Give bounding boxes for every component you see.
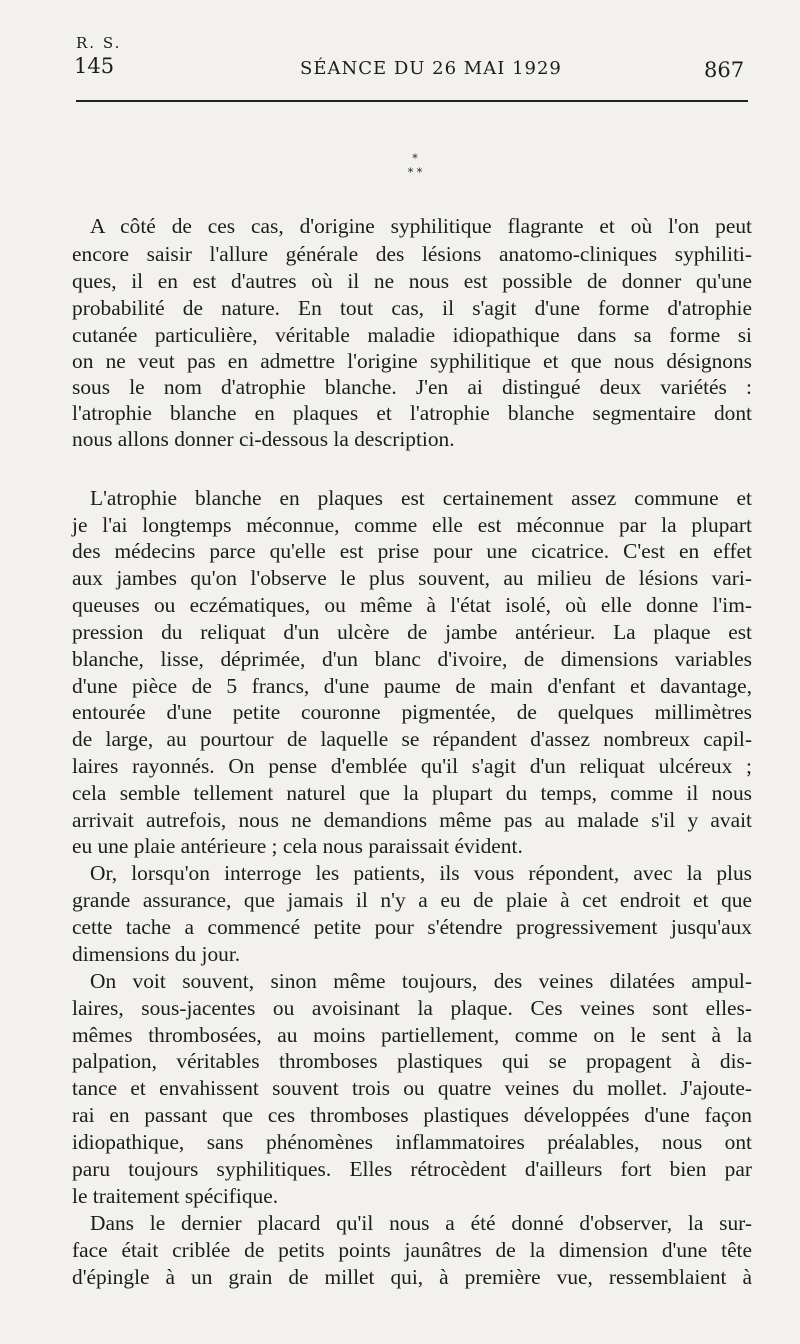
text-line: idiopathique, sans phénomènes inflammatoires préalables, nous ont	[72, 1130, 752, 1154]
text-line: eu une plaie antérieure ; cela nous paraissait évident.	[72, 834, 523, 858]
running-title: SÉANCE DU 26 MAI 1929	[300, 58, 562, 79]
text-line: cela semble tellement naturel que la plupart du temps, comme il nous	[72, 781, 752, 805]
text-line: l'atrophie blanche en plaques et l'atrophie blanche segmentaire dont	[72, 401, 752, 425]
text-line: blanche, lisse, déprimée, d'un blanc d'ivoire, de dimensions variables	[72, 647, 752, 671]
text-line: encore saisir l'allure générale des lésions anatomo-cliniques syphiliti-	[72, 242, 752, 266]
text-line: de large, au pourtour de laquelle se répandent d'assez nombreux capil-	[72, 727, 752, 751]
text-line: face était criblée de petits points jaunâtres de la dimension d'une tête	[72, 1238, 752, 1262]
text-line: queuses ou eczématiques, ou même à l'état isolé, où elle donne l'im-	[72, 593, 752, 617]
text-line: paru toujours syphilitiques. Elles rétrocèdent d'ailleurs fort bien par	[72, 1157, 752, 1181]
text-line: entourée d'une petite couronne pigmentée, de quelques millimètres	[72, 700, 752, 724]
text-line: Or, lorsqu'on interroge les patients, ils vous répondent, avec la plus	[90, 861, 752, 885]
series-label: R. S.	[76, 34, 122, 52]
text-line: laires, sous-jacentes ou avoisinant la plaque. Ces veines sont elles-	[72, 996, 752, 1020]
text-line: je l'ai longtemps méconnue, comme elle est méconnue par la plupart	[72, 513, 752, 537]
text-line: grande assurance, que jamais il n'y a eu de plaie à cet endroit et que	[72, 888, 752, 912]
text-line: mêmes thrombosées, au moins partiellement, comme on le sent à la	[72, 1023, 752, 1047]
text-line: ques, il en est d'autres où il ne nous est possible de donner qu'une	[72, 269, 752, 293]
text-line: arrivait autrefois, nous ne demandions même pas au malade s'il y avait	[72, 808, 752, 832]
series-number: 145	[74, 54, 115, 78]
asterism-divider: * * *	[407, 152, 423, 179]
text-line: d'une pièce de 5 francs, d'une paume de main d'enfant et davantage,	[72, 674, 752, 698]
header-rule	[76, 100, 748, 102]
text-line: A côté de ces cas, d'origine syphilitique flagrante et où l'on peut	[90, 214, 752, 238]
text-line: le traitement spécifique.	[72, 1184, 279, 1208]
page-number: 867	[704, 58, 745, 82]
text-line: On voit souvent, sinon même toujours, des veines dilatées ampul-	[90, 969, 752, 993]
text-line: probabilité de nature. En tout cas, il s'agit d'une forme d'atrophie	[72, 296, 752, 320]
text-line: palpation, véritables thromboses plastiques qui se propagent à dis-	[72, 1049, 752, 1073]
text-line: des médecins parce qu'elle est prise pour une cicatrice. C'est en effet	[72, 539, 752, 563]
text-line: laires rayonnés. On pense d'emblée qu'il s'agit d'un reliquat ulcéreux ;	[72, 754, 752, 778]
text-line: pression du reliquat d'un ulcère de jambe antérieur. La plaque est	[72, 620, 752, 644]
text-line: sous le nom d'atrophie blanche. J'en ai distingué deux variétés :	[72, 375, 752, 399]
text-line: Dans le dernier placard qu'il nous a été donné d'observer, la sur-	[90, 1211, 752, 1235]
text-line: nous allons donner ci-dessous la description.	[72, 427, 455, 451]
text-line: on ne veut pas en admettre l'origine syphilitique et que nous désignons	[72, 349, 752, 373]
text-line: dimensions du jour.	[72, 942, 241, 966]
text-line: cutanée particulière, véritable maladie idiopathique dans sa forme si	[72, 323, 752, 347]
text-line: aux jambes qu'on l'observe le plus souvent, au milieu de lésions vari-	[72, 566, 752, 590]
text-line: rai en passant que ces thromboses plastiques développées d'une façon	[72, 1103, 752, 1127]
text-line: L'atrophie blanche en plaques est certainement assez commune et	[90, 486, 752, 510]
text-line: tance et envahissent souvent trois ou quatre veines du mollet. J'ajoute-	[72, 1076, 752, 1100]
text-line: cette tache a commencé petite pour s'étendre progressivement jusqu'aux	[72, 915, 752, 939]
text-line: d'épingle à un grain de millet qui, à première vue, ressemblaient à	[72, 1265, 752, 1289]
